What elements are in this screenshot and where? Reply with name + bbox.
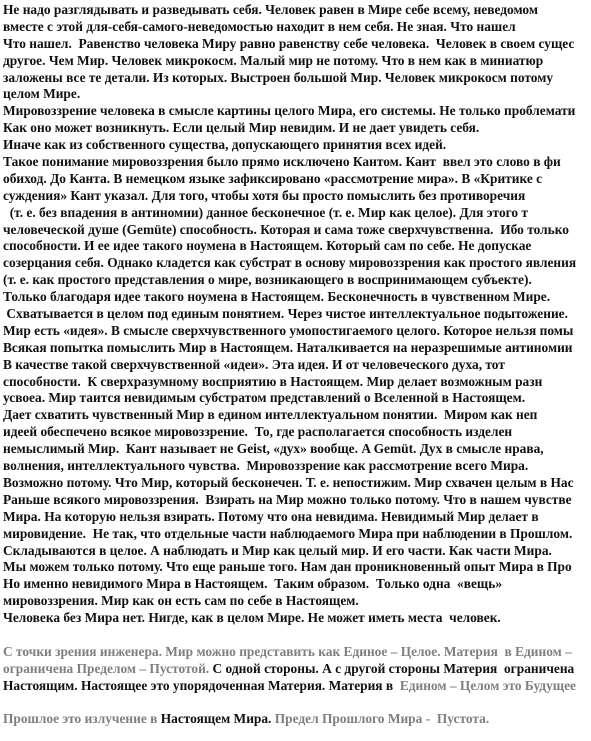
text-line: целом Мире.	[3, 86, 81, 102]
text-line: Всякая попытка помыслить Мир в Настоящем. Наталкивается на неразрешимые антиномии	[3, 339, 573, 355]
text-line: созерцания себя. Однако кладется как субстрат в основу мировоззрения как простого явления	[3, 255, 577, 271]
blank-line	[3, 627, 591, 644]
gray-text-run: Едином – Целом это Будущее	[399, 677, 576, 693]
text-line: Человека без Мира нет. Нигде, как в целом Мире. Не может иметь места человек.	[3, 610, 501, 626]
text-line: Только благодаря идее такого ноумена в Настоящем. Бесконечность в чувственном Мире.	[3, 289, 551, 305]
engineer-paragraph	[3, 644, 591, 695]
main-paragraphs	[3, 2, 591, 627]
text-line: заложены все те детали. Из которых. Выстроен большой Мир. Человек микрокосм потому	[3, 69, 554, 85]
document-text	[3, 2, 591, 728]
text-line: Возможно потому. Что Мир, который бесконечен. Т. е. непостижим. Мир схвачен целым в Нас	[3, 474, 574, 490]
text-line: Мировоззрение человека в смысле картины целого Мира, его системы. Не только проблемати	[3, 103, 576, 119]
text-line	[3, 644, 591, 661]
text-line: человеческой душе (Gemüte) способность. Которая и сама тоже сверхчувственна. Ибо только	[3, 221, 569, 237]
dark-text-run: Настоящим. Настоящее это упорядоченная Материя. Материя в	[3, 677, 400, 693]
dark-text-run: С одной стороны. А с другой стороны Материя ограничена	[209, 660, 575, 676]
blank-line	[3, 695, 591, 712]
text-line: Такое понимание мировоззрения было прямо исключено Кантом. Кант ввел это слово в фи	[3, 154, 561, 170]
dark-text-run: Настоящем Мира.	[160, 711, 272, 727]
text-line: немыслимый Мир. Кант называет не Geist, «дух» вообще. A Gemüt. Дух в смысле нрава,	[3, 441, 544, 457]
text-line: способности. К сверхразумному восприятию в Настоящем. Мир делает возможным разн	[3, 373, 543, 389]
text-line: мировоззрения. Мир как он есть сам по себе в Настоящем.	[3, 593, 359, 609]
gray-text-run: ограничена Пределом – Пустотой.	[3, 660, 210, 676]
text-line: Как оно может возникнуть. Если целый Мир невидим. И не дает увидеть себя.	[3, 120, 480, 136]
text-line: Не надо разглядывать и разведывать себя. Человек равен в Мире себе всему, неведомом	[3, 2, 538, 17]
text-line	[3, 711, 591, 728]
gray-text-run: Прошлое это излучение в	[3, 711, 161, 727]
text-line	[3, 661, 591, 678]
text-line: другое. Чем Мир. Человек микрокосм. Малый мир не потому. Что в нем как в миниатюр	[3, 52, 544, 68]
gray-text-run: С точки зрения инженера. Мир можно представить как Единое – Целое. Материя в Едином –	[3, 643, 576, 659]
text-line: обиход. До Канта. В немецком языке зафиксировано «рассмотрение мира». В «Критике с	[3, 170, 543, 186]
text-line: Мира. На которую нельзя взирать. Потому что она невидима. Невидимый Мир делает в	[3, 508, 539, 524]
text-line: Дает схватить чувственный Мир в едином интеллектуальном понятии. Миром как неп	[3, 407, 538, 423]
text-line: суждения» Кант указал. Для того, чтобы хотя бы просто помыслить без противоречия	[3, 187, 526, 203]
past-paragraph	[3, 711, 591, 728]
text-line: способности. И ее идее такого ноумена в Настоящем. Который сам по себе. Не допускае	[3, 238, 532, 254]
text-line: вместе с этой для-себя-самого-неведомостью находит в нем себя. Не зная. Что нашел	[3, 18, 516, 34]
text-line: В качестве такой сверхчувственной «идеи». Эта идея. И от человеческого духа, тот	[3, 356, 505, 372]
text-line: мировидение. Не так, что отдельные части наблюдаемого Мира при наблюдении в Прошлом.	[3, 525, 573, 541]
gray-text-run: Предел Прошлого Мира - Пустота.	[271, 711, 490, 727]
text-line: Складываются в целое. А наблюдать и Мир как целый мир. И его части. Как части Мира.	[3, 542, 552, 558]
text-line: идеей обеспечено всякое мировоззрение. То, где располагается способность изделен	[3, 424, 513, 440]
text-line: (т. е. как простого представления о мире, возникающего в воспринимающем субъекте).	[3, 272, 532, 288]
text-line: Но именно невидимого Мира в Настоящем. Таким образом. Только одна «вещь»	[3, 576, 503, 592]
text-line: Что нашел. Равенство человека Миру равно равенству себе человека. Человек в своем сущес	[3, 35, 575, 51]
text-line: волнения, интеллектуального чувства. Мировоззрение как рассмотрение всего Мира.	[3, 458, 529, 474]
text-line: Раньше всякого мировоззрения. Взирать на Мир можно только потому. Что в нашем чувстве	[3, 491, 572, 507]
text-line	[3, 678, 591, 695]
text-line: усвоеа. Мир таится невидимым субстратом представлений о Вселенной в Настоящем.	[3, 390, 526, 406]
text-line: Мы можем только потому. Что еще раньше того. Нам дан проникновенный опыт Мира в Про	[3, 559, 572, 575]
text-line: Мир есть «идея». В смысле сверхчувственного умопостигаемого целого. Которое нельзя помы	[3, 322, 574, 338]
text-line: Иначе как из собственного существа, допускающего принятия всех идей.	[3, 137, 447, 153]
text-line: Схватывается в целом под единым понятием. Через чистое интеллектуальное подытожение.	[3, 306, 568, 322]
text-line: (т. е. без впадения в антиномии) данное бесконечное (т. е. Мир как целое). Для этого т	[3, 204, 529, 220]
